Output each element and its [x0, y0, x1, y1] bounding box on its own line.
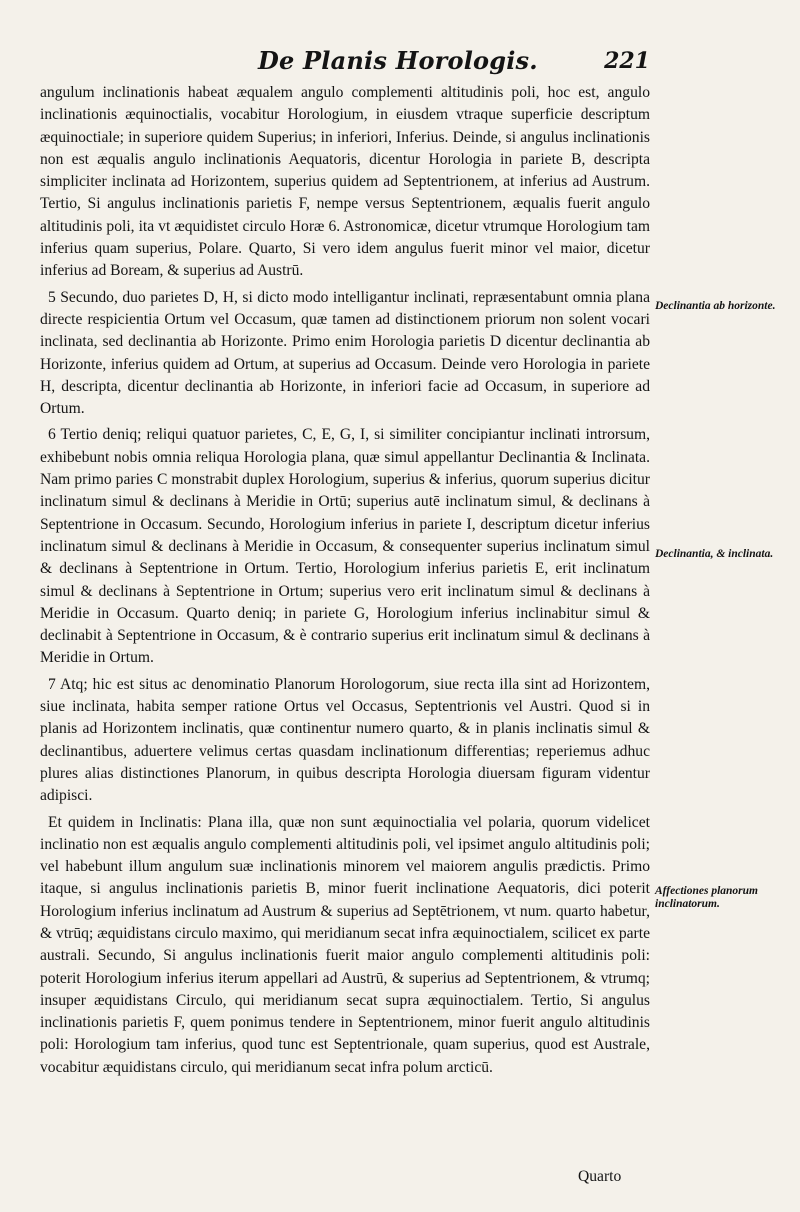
- margin-note: Affectiones planorum inclinatorum.: [655, 885, 758, 910]
- running-title: De Planis Horologis.: [258, 46, 538, 75]
- paragraph: angulum inclinationis habeat æqualem angulo complementi altitudinis poli, hoc est, angulo inclinationis æquinoctialis, vocabitur Horologium, in eiusdem vtraque superficie descriptum æquinoctiale; in superiore quidem Superius; in inferiori, Inferius. Deinde, si angulus inclinationis non est æqualis angulo inclinationis Aequatoris, dicentur Horologia in pariete B, descripta simpliciter inclinata ad Horizontem, superius quidem ad Septentrionem, at inferius ad Austrum. Tertio, Si angulus inclinationis parietis F, nempe versus Septentrionem, æqualis fuerit angulo altitudinis poli, ita vt æquidistet circulo Horæ 6. Astronomicæ, dicetur vtrumque Horologium tam inferius quam superius, Polare. Quarto, Si vero idem angulus fuerit minor vel maior, dicetur inferius ad Boream, & superius ad Austrū.: [40, 84, 650, 280]
- main-text: [40, 82, 650, 1083]
- margin-note: Declinantia ab horizonte.: [655, 300, 776, 312]
- margin-note: Declinantia, & inclinata.: [655, 548, 774, 560]
- paragraph: 5 Secundo, duo parietes D, H, si dicto modo intelligantur inclinati, repræsentabunt omnia plana directe respicientia Ortum vel Occasum, quæ tamen ad distinctionem priorum non solent vocari inclinata, sed declinantia ab Horizonte. Primo enim Horologia parietis D dicentur declinantia ab Horizonte, inferius quidem ad Ortum, at superius ad Occasum. Deinde vero Horologia in pariete H, descripta, dicentur declinantia ab Horizonte, in inferiori facie ad Occasum, in superiore ad Ortum.: [40, 288, 650, 418]
- page-number: 221: [604, 48, 650, 74]
- paragraph: Et quidem in Inclinatis: Plana illa, quæ non sunt æquinoctialia vel polaria, quorum videlicet inclinatio non est æqualis angulo complementi altitudinis poli, vel ipsimet angulo altitudinis poli; vel habebunt illum angulum suæ inclinationis minorem vel maiorem angulis prædictis. Primo itaque, si angulus inclinationis parietis B, minor fuerit inclinatione Aequatoris, dici poterit Horologium inferius inclinatum ad Austrum & superius ad Septētrionem, vt num. quarto habetur, & vtrūq; æquidistans circulo maximo, qui meridianum secat infra æquinoctialem, scilicet ex parte australi. Secundo, Si angulus inclinationis fuerit maior angulo complementi altitudinis poli: poterit Horologium inferius iterum appellari ad Austrū, & superius ad Septentrionem, & vtrumq; insuper æquidistans Circulo, qui meridianum secat supra æquinoctialem. Tertio, Si angulus inclinationis parietis F, quem ponimus tendere in Septentrionem, minor fuerit angulo altitudinis poli: Horologium tam inferius, quod tunc est Septentrionale, quam superius, quod est Australe, vocabitur æquidistans circulo, qui meridianum secat infra polum arcticū.: [40, 813, 650, 1076]
- paragraph: 6 Tertio deniq; reliqui quatuor parietes, C, E, G, I, si similiter concipiantur inclinati introrsum, exhibebunt nobis omnia reliqua Horologia plana, quæ simul appellantur Declinantia & Inclinata. Nam primo paries C monstrabit duplex Horologium, superius & inferius, quorum superius dicitur inclinatum simul & declinans à Meridie in Ortū; superius autē inclinatum simul, & declinans à Septentrione in Occasum. Secundo, Horologium inferius in pariete I, descriptum dicetur inferius inclinatum simul & declinans à Meridie in Occasum, & consequenter superius inclinatum simul & declinans à Septentrione in Ortum. Tertio, Horologium inferius parietis E, erit inclinatum simul & declinans à Septentrione in Ortum; superius vero erit inclinatum simul & declinans à Meridie in Occasum. Quarto deniq; in pariete G, Horologium inferius inclinabitur simul & declinabit à Septentrione in Occasum, & è contrario superius erit inclinatum simul & declinans à Meridie in Ortum.: [40, 426, 650, 667]
- page-header: [40, 46, 650, 80]
- catchword: Quarto: [578, 1168, 622, 1185]
- paragraph: 7 Atq; hic est situs ac denominatio Planorum Horologorum, siue recta illa sint ad Horizontem, siue inclinata, habita semper ratione Ortus vel Occasus, Septentrionis vel Austri. Quod si in planis ad Horizontem inclinatis, quæ continentur numero quarto, & in planis inclinatis simul & declinantibus, aduertere velimus certas quasdam inclinationum differentias; reperiemus adhuc plures alias distinctiones Planorum, in quibus descripta Horologia diuersam figuram videntur adipisci.: [40, 675, 650, 805]
